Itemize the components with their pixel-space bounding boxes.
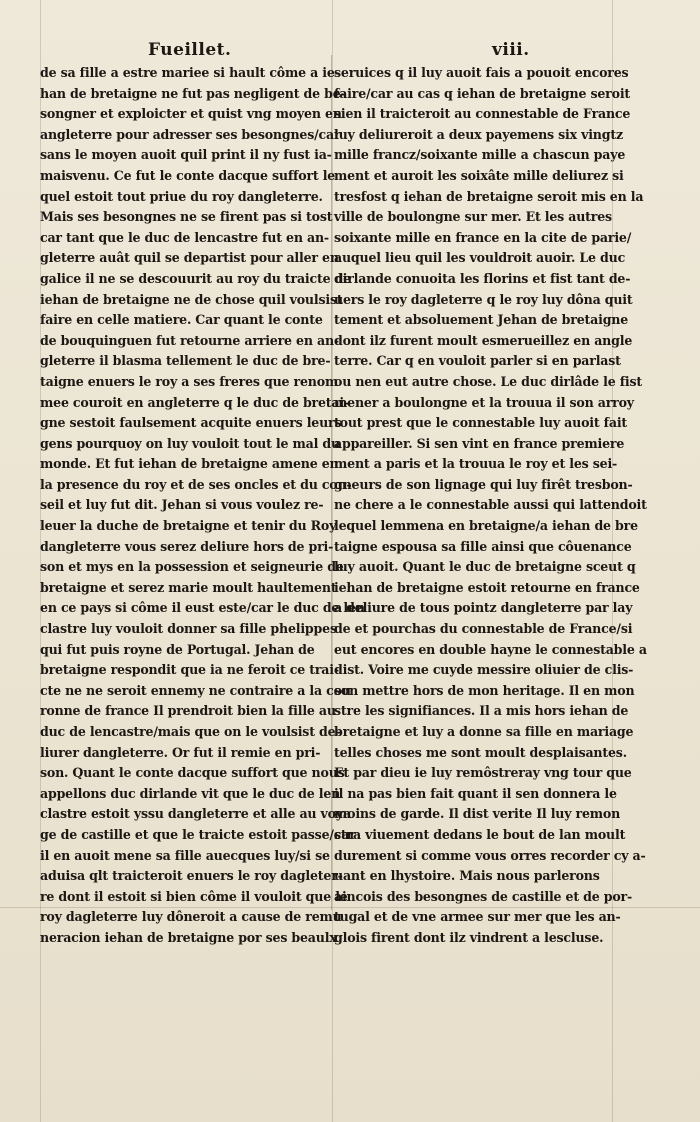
right-column-line: il na pas bien fait quant il sen donnera le xyxy=(334,785,617,801)
left-column-line: liurer dangleterre. Or fut il remie en pri- xyxy=(40,744,321,760)
right-column-line: eut encores en double hayne le connestable a xyxy=(334,641,647,657)
left-column-line: son. Quant le conte dacque suffort que nous xyxy=(40,765,345,781)
right-column-line: uant en lhystoire. Mais nous parlerons xyxy=(334,868,600,884)
right-column-line: tout prest que le connestable luy auoit fait xyxy=(334,415,628,431)
left-column-line: clastre estoit yssu dangleterre et alle au voya xyxy=(40,806,351,822)
left-column-line: seil et luy fut dit. Jehan si vous voulez re- xyxy=(40,497,324,513)
right-column-line: moins de garde. Il dist verite Il luy remon xyxy=(334,806,621,822)
right-column-line: gneurs de son lignage qui luy firêt tresbon- xyxy=(334,476,633,492)
right-column-line: ment a paris et la trouua le roy et les sei- xyxy=(334,456,618,472)
right-column-line: lequel lemmena en bretaigne/a iehan de bre xyxy=(334,518,638,534)
left-column-line: ronne de france Il prendroit bien la fille au xyxy=(40,703,336,719)
left-column-line: appellons duc dirlande vit que le duc de len xyxy=(40,785,341,801)
right-column-line: dont ilz furent moult esmerueillez en angle xyxy=(334,332,633,348)
left-column-line: dangleterre vous serez deliure hors de pri- xyxy=(40,538,334,554)
left-column-line: roy dagleterre luy dôneroit a cause de remu xyxy=(40,909,342,925)
left-column-line: la presence du roy et de ses oncles et du con- xyxy=(40,476,352,492)
right-column-line: taigne espousa sa fille ainsi que côuenance xyxy=(334,538,632,554)
right-column-line: ville de boulongne sur mer. Et les autres xyxy=(334,209,612,225)
right-column-line: stra viuement dedans le bout de lan moult xyxy=(334,826,626,842)
right-folio-number: viii. xyxy=(492,40,530,60)
left-column-line: de sa fille a estre mariee si hault côme a ie- xyxy=(40,65,340,80)
right-column-line: faire/car au cas q iehan de bretaigne seroit xyxy=(334,85,631,101)
right-column-line: ou nen eut autre chose. Le duc dirlâde le fist xyxy=(334,373,643,389)
right-column-line: stre les signifiances. Il a mis hors iehan de xyxy=(334,703,629,719)
right-column-line: son mettre hors de mon heritage. Il en mon xyxy=(334,682,635,698)
right-column-line: telles choses me sont moult desplaisantes. xyxy=(334,744,627,760)
left-column-line: son et mys en la possession et seigneurie de xyxy=(40,559,344,575)
right-column-line: mener a boulongne et la trouua il son arroy xyxy=(334,394,634,410)
left-column-line: Mais ses besongnes ne se firent pas si tost xyxy=(40,209,333,225)
left-column-line: han de bretaigne ne fut pas negligent de be- xyxy=(40,85,346,101)
left-column-line: taigne enuers le roy a ses freres que renom xyxy=(40,373,339,389)
right-column-line: iehan de bretaigne estoit retourne en france xyxy=(334,579,640,595)
left-column-line: galice il ne se descouurit au roy du traicte de xyxy=(40,270,351,286)
left-column-line: clastre luy vouloit donner sa fille phelippes xyxy=(40,621,337,637)
right-column-line: luy deliureroit a deux payemens six vingtz xyxy=(334,126,623,142)
left-column-line: aduisa qlt traicteroit enuers le roy dagleter- xyxy=(40,868,343,884)
right-column-line: aincois des besongnes de castille et de por- xyxy=(334,888,633,904)
right-column-line: auquel lieu quil les vouldroit auoir. Le duc xyxy=(334,250,626,266)
right-column-line: appareiller. Si sen vint en france premiere xyxy=(334,435,625,451)
right-column-line: seruices q il luy auoit fais a pouoit encores xyxy=(334,65,629,80)
left-column-line: gleterre auât quil se departist pour aller en xyxy=(40,250,339,266)
left-column-line: re dont il estoit si bien côme il vouloit que le xyxy=(40,888,348,904)
right-column-line: tugal et de vne armee sur mer que les an- xyxy=(334,909,621,925)
left-column-line: gens pourquoy on luy vouloit tout le mal du xyxy=(40,435,340,451)
right-column-line: soixante mille en france en la cite de parie/ xyxy=(334,229,632,245)
left-column-line: songner et exploicter et quist vng moyen en xyxy=(40,106,342,122)
left-column-line: ge de castille et que le traicte estoit passe/car xyxy=(40,826,356,842)
left-column-line: sans le moyen auoit quil print il ny fust ia- xyxy=(40,147,332,163)
right-column-line: ment et auroit les soixâte mille deliurez si xyxy=(334,167,624,183)
right-column-line: ne chere a le connestable aussi qui lattendoit xyxy=(334,497,647,513)
left-column-line: qui fut puis royne de Portugal. Jehan de xyxy=(40,641,315,657)
right-column-line: dirlande conuoita les florins et fist tant de- xyxy=(334,270,631,286)
left-column-line: gleterre il blasma tellement le duc de bre- xyxy=(40,353,331,369)
right-column-line: luy auoit. Quant le duc de bretaigne sceut q xyxy=(334,559,636,575)
left-column-line: en ce pays si côme il eust este/car le duc de len xyxy=(40,600,365,616)
left-column-line: leuer la duche de bretaigne et tenir du Roy xyxy=(40,518,337,534)
left-column-line: neracion iehan de bretaigne por ses beaulx xyxy=(40,929,337,945)
left-column-line: duc de lencastre/mais que on le voulsist de- xyxy=(40,724,341,739)
right-column-line: tresfost q iehan de bretaigne seroit mis en la xyxy=(334,188,644,204)
right-column-line: tement et absoluement Jehan de bretaigne xyxy=(334,312,629,328)
left-column-line: iehan de bretaigne ne de chose quil voulsist xyxy=(40,291,343,307)
left-column-line: faire en celle matiere. Car quant le conte xyxy=(40,312,323,328)
right-text-column xyxy=(334,63,647,949)
left-column-line: cte ne ne seroit ennemy ne contraire a la cou xyxy=(40,682,351,698)
left-column-line: il en auoit mene sa fille auecques luy/si se xyxy=(40,847,330,863)
left-text-column xyxy=(40,63,365,949)
left-column-line: monde. Et fut iehan de bretaigne amene en xyxy=(40,456,339,472)
left-column-line: de bouquinguen fut retourne arriere en an- xyxy=(40,332,339,348)
right-column-line: uers le roy dagleterre q le roy luy dôna quit xyxy=(334,291,633,307)
left-column-line: quel estoit tout priue du roy dangleterre. xyxy=(40,188,323,204)
right-column-line: de et pourchas du connestable de France/si xyxy=(334,621,633,637)
left-column-line: gne sestoit faulsement acquite enuers leurs xyxy=(40,415,342,431)
left-column-line: car tant que le duc de lencastre fut en an- xyxy=(40,229,329,245)
right-column-line: mille francz/soixante mille a chascun paye xyxy=(334,147,626,163)
right-column-line: Et par dieu ie luy remôstreray vng tour que xyxy=(334,765,632,781)
right-column-line: sien il traicteroit au connestable de France xyxy=(334,106,631,122)
left-column-line: angleterre pour adresser ses besongnes/car xyxy=(40,126,341,142)
left-running-head: Fueillet. xyxy=(148,40,232,60)
right-column-line: bretaigne et luy a donne sa fille en mariage xyxy=(334,724,634,739)
right-column-line: glois firent dont ilz vindrent a lescluse. xyxy=(334,929,604,945)
right-column-line: durement si comme vous orres recorder cy a- xyxy=(334,847,646,863)
right-column-line: terre. Car q en vouloit parler si en parlast xyxy=(334,353,621,369)
right-column-line: dist. Voire me cuyde messire oliuier de clis- xyxy=(334,662,634,678)
left-column-line: bretaigne respondit que ia ne feroit ce trai- xyxy=(40,662,339,678)
left-column-line: maisvenu. Ce fut le conte dacque suffort le xyxy=(40,167,336,183)
left-column-line: mee couroit en angleterre q le duc de bretai- xyxy=(40,394,349,410)
left-column-line: bretaigne et serez marie moult haultement xyxy=(40,579,337,595)
right-column-line: a deliure de tous pointz dangleterre par lay xyxy=(334,600,633,616)
